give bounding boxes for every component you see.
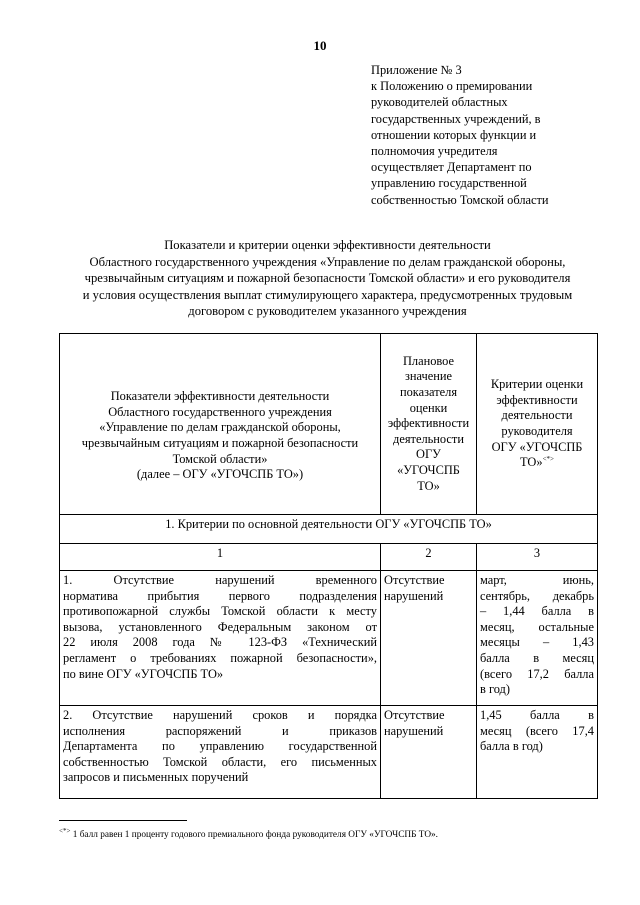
header-planned-value (381, 334, 477, 515)
plan-cell (381, 706, 477, 799)
title-line: Областного государственного учреждения «Управление по делам гражданской обороны, (89, 254, 566, 269)
header-line: «Управление по делам гражданской обороны, (99, 420, 341, 435)
header-line: значение (404, 369, 453, 384)
appendix-line: Приложение № 3 (371, 63, 462, 77)
column-number: 1 (60, 544, 381, 571)
title-line: чрезвычайным ситуациям и пожарной безопасности Томской области» и его руководителя (84, 271, 571, 286)
header-line: показателя (399, 385, 458, 400)
header-line: Областного государственного учреждения (108, 404, 332, 419)
cell-line: в год) (480, 682, 510, 697)
cell-line: Департамента по управлению государственной (63, 739, 377, 754)
table-row (60, 706, 598, 799)
title-line: и условия осуществления выплат стимулирующего характера, предусмотренных трудовым (82, 287, 573, 302)
cell-line: норматива прибытия первого подразделения (63, 588, 377, 603)
header-line: «УГОЧСПБ (397, 462, 460, 477)
header-line: чрезвычайным ситуациям и пожарной безопасности (81, 436, 359, 450)
cell-line: Отсутствие (384, 573, 445, 587)
section-row (60, 515, 598, 544)
cell-line: 22 июля 2008 года № 123-ФЗ «Технический (63, 635, 377, 650)
appendix-line: полномочия учредителя (371, 144, 498, 159)
header-text: ТО» (520, 455, 543, 470)
header-criteria (477, 334, 598, 515)
cell-line: нарушений (384, 588, 444, 603)
document-title (50, 237, 605, 320)
cell-line: противопожарной службы Томской области к месту (63, 604, 377, 619)
header-line: ОГУ «УГОЧСПБ (491, 439, 583, 454)
cell-line: – 1,44 балла в (480, 604, 594, 619)
cell-line: 2. Отсутствие нарушений сроков и порядка (63, 708, 377, 722)
column-number-row (60, 544, 598, 571)
cell-line: 1. Отсутствие нарушений временного (63, 573, 377, 587)
cell-line: Отсутствие (384, 708, 445, 722)
column-number: 3 (477, 544, 598, 571)
cell-line: исполнения распоряжений и приказов (63, 723, 377, 738)
cell-line: вызова, установленного Федеральным законом от (63, 619, 377, 634)
cell-line: март, июнь, (480, 573, 594, 587)
appendix-line: управлению государственной (371, 176, 527, 191)
header-line: ОГУ (416, 447, 441, 462)
appendix-line: осуществляет Департамент по (371, 160, 532, 175)
cell-line: месяцы – 1,43 (480, 635, 594, 650)
column-number: 2 (381, 544, 477, 571)
cell-line: 1,45 балла в (480, 708, 594, 722)
header-line: деятельности (393, 431, 464, 446)
cell-line: нарушений (384, 723, 444, 738)
appendix-line: руководителей областных (371, 95, 508, 110)
indicator-cell (60, 706, 381, 799)
table-header-row (60, 334, 598, 515)
section-title: 1. Критерии по основной деятельности ОГУ «УГОЧСПБ ТО» (60, 515, 598, 544)
cell-line: по вине ОГУ «УГОЧСПБ ТО» (63, 666, 224, 681)
title-line: договором с руководителем указанного учреждения (188, 304, 467, 319)
header-line: ТО» (417, 478, 440, 493)
cell-line: балла в год) (480, 739, 543, 754)
cell-line: месяц, остальные (480, 619, 594, 634)
appendix-line: отношении которых функции и (371, 127, 537, 142)
header-line: деятельности (501, 408, 573, 423)
criteria-table (59, 333, 598, 799)
footnote-text: 1 балл равен 1 проценту годового премиального фонда руководителя ОГУ «УГОЧСПБ ТО». (70, 830, 439, 840)
plan-cell (381, 571, 477, 706)
header-line: руководителя (501, 424, 573, 438)
header-line: эффективности (387, 416, 470, 431)
footnote (59, 826, 599, 840)
header-line: эффективности (496, 392, 578, 407)
indicator-cell (60, 571, 381, 706)
header-line: Критерии оценки (490, 377, 584, 392)
header-line: Показатели эффективности деятельности (110, 389, 330, 404)
cell-line: запросов и письменных поручений (63, 770, 249, 785)
cell-line: регламент о требованиях пожарной безопасности», (63, 650, 377, 665)
criteria-cell (477, 571, 598, 706)
cell-line: сентябрь, декабрь (480, 588, 594, 603)
cell-line: (всего 17,2 балла (480, 666, 594, 681)
title-line: Показатели и критерии оценки эффективности деятельности (164, 238, 491, 252)
footnote-mark: <*> (59, 826, 71, 835)
footnote-divider (59, 820, 187, 821)
header-line: Плановое (402, 353, 455, 368)
header-line: оценки (409, 400, 448, 415)
appendix-line: государственных учреждений, в (371, 111, 541, 126)
appendix-line: собственностью Томской области (371, 192, 549, 207)
page-number: 10 (313, 38, 327, 53)
cell-line: собственностью Томской области, его письменных (63, 754, 377, 769)
appendix-line: к Положению о премировании (371, 79, 533, 94)
header-indicators (60, 334, 381, 515)
cell-line: балла в месяц (480, 650, 594, 665)
footnote-reference: <*> (542, 455, 554, 464)
cell-line: месяц (всего 17,4 (480, 723, 594, 738)
header-line: Томской области» (172, 451, 268, 466)
table-row (60, 571, 598, 706)
header-line: (далее – ОГУ «УГОЧСПБ ТО») (136, 467, 304, 482)
criteria-cell (477, 706, 598, 799)
appendix-block (371, 62, 596, 208)
header-line (480, 455, 594, 471)
